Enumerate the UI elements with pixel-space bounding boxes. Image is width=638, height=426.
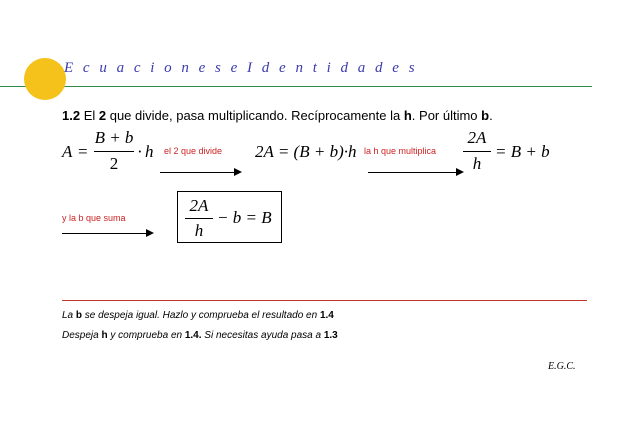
- eq1-lhs: A: [62, 142, 73, 161]
- intro-part: .: [489, 108, 493, 123]
- note-bold-b: b: [75, 310, 83, 321]
- eq1-fraction-bar: [94, 151, 134, 152]
- eq3-denominator: h: [472, 154, 482, 173]
- intro-bold-h: h: [403, 108, 412, 123]
- eq1-denominator: 2: [109, 154, 119, 173]
- eq4-fraction-bar: [185, 218, 213, 219]
- intro-part: El: [80, 108, 99, 123]
- label-multiply: la h que multiplica: [364, 146, 437, 156]
- eq3-rhs: = B + b: [495, 142, 550, 161]
- separator-line: [62, 300, 587, 301]
- decorative-circle: [24, 58, 66, 100]
- note-part: y comprueba en: [107, 330, 185, 341]
- section-number: 1.2: [62, 108, 81, 123]
- eq4-denominator: h: [194, 221, 204, 240]
- eq3-fraction-bar: [463, 151, 491, 152]
- note-bold-h: h: [101, 330, 108, 341]
- note-ref: 1.4: [319, 310, 334, 321]
- note-ref: 1.3: [323, 330, 338, 341]
- intro-bold-2: 2: [98, 108, 107, 123]
- eq4-numerator: 2A: [189, 196, 209, 215]
- page-title: E c u a c i o n e s e I d e n t i d a d e s: [64, 60, 418, 76]
- intro-text: [62, 108, 493, 123]
- intro-part: . Por último: [411, 108, 482, 123]
- label-divide: el 2 que divide: [164, 146, 223, 156]
- equation-2: 2A = (B + b)·h: [255, 142, 357, 161]
- eq4-rhs: − b = B: [217, 208, 272, 227]
- arrow-1-head: [234, 168, 242, 176]
- eq1-equals: =: [78, 142, 88, 161]
- footer-note-2: [62, 330, 338, 341]
- note-part: Si necesitas ayuda pasa a: [201, 330, 324, 341]
- arrow-2-line: [368, 172, 458, 173]
- eq1-dot: ·: [137, 142, 143, 161]
- arrow-3-head: [146, 229, 154, 237]
- eq1-h: h: [145, 142, 154, 161]
- signature: E.G.C.: [548, 361, 576, 372]
- intro-part: que divide, pasa multiplicando. Recíprocamente la: [106, 108, 404, 123]
- note-part: se despeja igual. Hazlo y comprueba el resultado en: [82, 310, 320, 321]
- intro-bold-b: b: [481, 108, 490, 123]
- eq3-numerator: 2A: [467, 128, 487, 147]
- label-sum: y la b que suma: [62, 213, 126, 223]
- eq1-numerator: B + b: [94, 128, 134, 147]
- note-ref: 1.4.: [184, 330, 202, 341]
- note-part: La: [62, 310, 76, 321]
- arrow-1-line: [160, 172, 236, 173]
- arrow-3-line: [62, 233, 148, 234]
- title-underline: [0, 86, 592, 87]
- note-part: Despeja: [62, 330, 102, 341]
- footer-note-1: [62, 310, 334, 321]
